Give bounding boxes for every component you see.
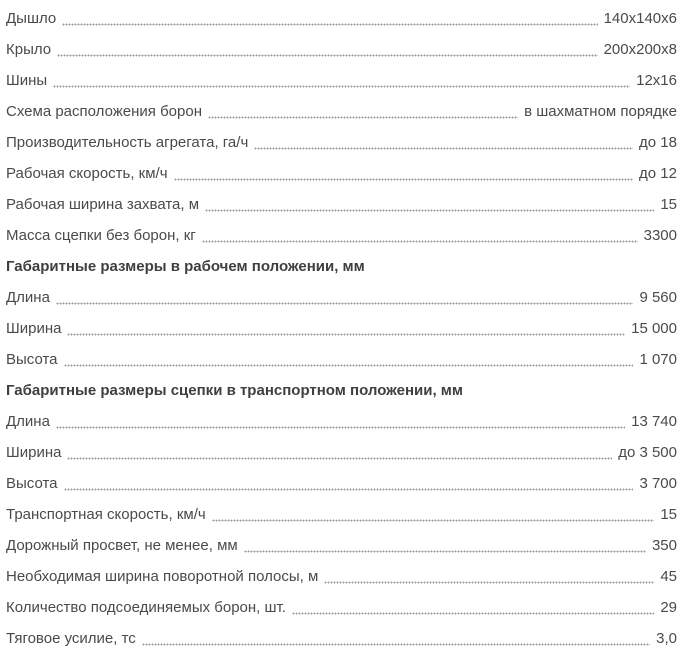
spec-row <box>6 623 677 654</box>
spec-row <box>6 561 677 592</box>
spec-value: 3,0 <box>656 630 677 647</box>
spec-row <box>6 530 677 561</box>
spec-row <box>6 34 677 65</box>
spec-value: 350 <box>651 537 677 554</box>
section-heading: Габаритные размеры в рабочем положении, мм <box>6 258 365 275</box>
spec-row <box>6 127 677 158</box>
spec-label: Длина <box>6 413 50 430</box>
spec-row <box>6 65 677 96</box>
spec-row <box>6 344 677 375</box>
spec-label: Высота <box>6 475 58 492</box>
dotted-leader <box>202 220 638 243</box>
section-heading: Габаритные размеры сцепки в транспортном положении, мм <box>6 382 463 399</box>
spec-row <box>6 592 677 623</box>
spec-value: 15 <box>660 506 677 523</box>
spec-row <box>6 220 677 251</box>
dotted-leader <box>212 499 655 522</box>
spec-value: 3300 <box>643 227 677 244</box>
spec-value: 140х140х6 <box>603 10 677 27</box>
dotted-leader <box>57 34 597 57</box>
spec-label: Ширина <box>6 444 62 461</box>
spec-label: Дорожный просвет, не менее, мм <box>6 537 238 554</box>
spec-value: 200х200х8 <box>603 41 677 58</box>
dotted-leader <box>142 623 650 646</box>
spec-value: до 3 500 <box>618 444 677 461</box>
spec-label: Длина <box>6 289 50 306</box>
spec-label: Производительность агрегата, га/ч <box>6 134 249 151</box>
dotted-leader <box>174 158 634 181</box>
spec-row <box>6 406 677 437</box>
section-heading-transport-dimensions <box>6 375 677 406</box>
dotted-leader <box>67 313 625 336</box>
spec-row <box>6 313 677 344</box>
spec-table <box>6 3 677 654</box>
dotted-leader <box>53 65 630 88</box>
section-heading-working-dimensions <box>6 251 677 282</box>
spec-value: 12х16 <box>636 72 677 89</box>
spec-label: Крыло <box>6 41 52 58</box>
spec-row <box>6 158 677 189</box>
dotted-leader <box>56 282 634 305</box>
dotted-leader <box>56 406 625 429</box>
spec-row <box>6 96 677 127</box>
spec-label: Схема расположения борон <box>6 103 202 120</box>
dotted-leader <box>64 344 634 367</box>
spec-label: Высота <box>6 351 58 368</box>
dotted-leader <box>205 189 654 212</box>
spec-value: 9 560 <box>639 289 677 306</box>
spec-value: 45 <box>660 568 677 585</box>
dotted-leader <box>292 592 654 615</box>
spec-row <box>6 3 677 34</box>
spec-label: Транспортная скорость, км/ч <box>6 506 206 523</box>
spec-value: 1 070 <box>639 351 677 368</box>
spec-row <box>6 189 677 220</box>
spec-value: в шахматном порядке <box>524 103 677 120</box>
dotted-leader <box>244 530 646 553</box>
spec-label: Необходимая ширина поворотной полосы, м <box>6 568 319 585</box>
spec-row <box>6 468 677 499</box>
dotted-leader <box>67 437 612 460</box>
dotted-leader <box>324 561 654 584</box>
spec-label: Шины <box>6 72 48 89</box>
dotted-leader <box>64 468 634 491</box>
spec-label: Тяговое усилие, тс <box>6 630 136 647</box>
spec-value: 15 <box>660 196 677 213</box>
dotted-leader <box>208 96 518 119</box>
dotted-leader <box>62 3 597 26</box>
spec-label: Дышло <box>6 10 57 27</box>
spec-row <box>6 499 677 530</box>
spec-row <box>6 437 677 468</box>
spec-value: 29 <box>660 599 677 616</box>
spec-value: до 12 <box>639 165 677 182</box>
dotted-leader <box>254 127 633 150</box>
spec-label: Количество подсоединяемых борон, шт. <box>6 599 286 616</box>
spec-value: 15 000 <box>631 320 677 337</box>
spec-value: до 18 <box>639 134 677 151</box>
spec-label: Рабочая скорость, км/ч <box>6 165 168 182</box>
spec-value: 13 740 <box>631 413 677 430</box>
spec-value: 3 700 <box>639 475 677 492</box>
spec-label: Рабочая ширина захвата, м <box>6 196 200 213</box>
spec-label: Ширина <box>6 320 62 337</box>
spec-label: Масса сцепки без борон, кг <box>6 227 196 244</box>
spec-row <box>6 282 677 313</box>
